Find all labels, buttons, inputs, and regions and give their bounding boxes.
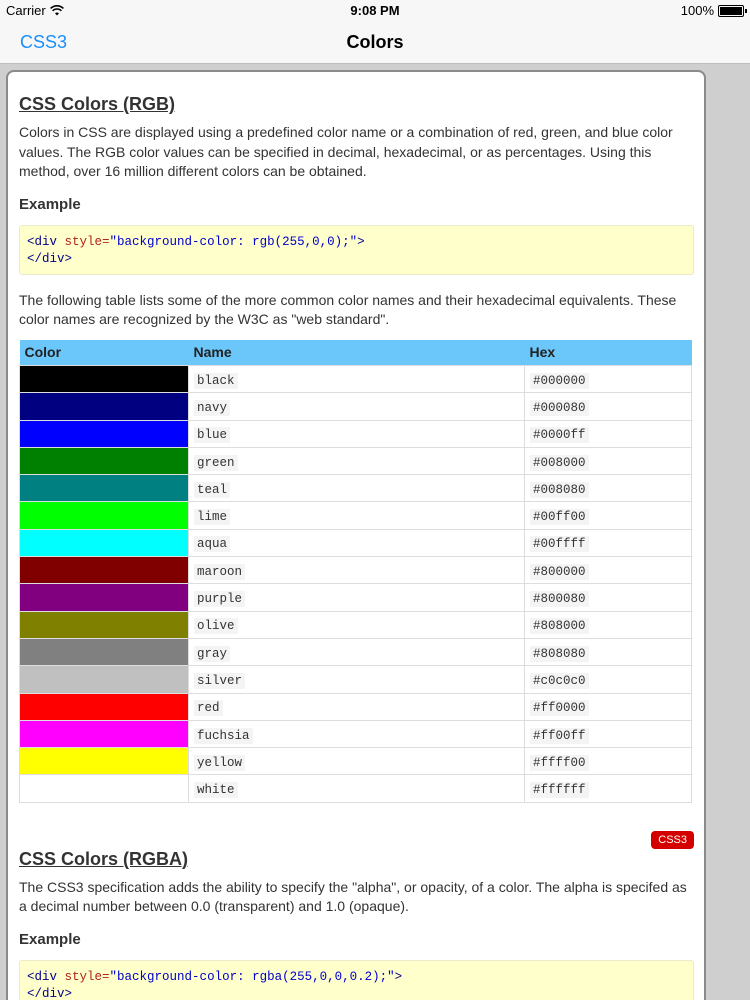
- color-name: gray: [194, 646, 230, 662]
- rgb-heading: CSS Colors (RGB): [19, 94, 176, 114]
- content-scroll: [19, 94, 694, 1000]
- col-name: Name: [189, 340, 525, 366]
- back-button[interactable]: CSS3: [20, 32, 68, 52]
- color-hex-cell: [525, 666, 692, 693]
- color-name: teal: [194, 482, 230, 498]
- color-hex-cell: [525, 557, 692, 584]
- color-swatch: [20, 638, 189, 665]
- color-hex-cell: [525, 393, 692, 420]
- table-row: [20, 720, 692, 747]
- color-hex-cell: [525, 720, 692, 747]
- col-color: Color: [20, 340, 189, 366]
- color-name: aqua: [194, 536, 230, 552]
- rgb-code-example: [19, 225, 694, 275]
- color-hex: #00ff00: [530, 509, 589, 525]
- color-name-cell: [189, 475, 525, 502]
- color-hex: #008080: [530, 482, 589, 498]
- color-name: black: [194, 373, 238, 389]
- status-bar: [0, 0, 750, 22]
- color-hex: #ffff00: [530, 755, 589, 771]
- color-name-cell: [189, 638, 525, 665]
- color-name: yellow: [194, 755, 245, 771]
- color-hex-cell: [525, 529, 692, 556]
- color-hex: #808000: [530, 618, 589, 634]
- color-hex-cell: [525, 420, 692, 447]
- css3-badge: CSS3: [651, 831, 694, 849]
- code-attr: style=: [64, 969, 110, 984]
- battery-group: [681, 3, 744, 18]
- color-hex: #0000ff: [530, 427, 589, 443]
- color-name: purple: [194, 591, 245, 607]
- color-name-cell: [189, 775, 525, 802]
- color-name-cell: [189, 611, 525, 638]
- code-value: "background-color: rgb(255,0,0);": [109, 234, 358, 249]
- table-row: [20, 693, 692, 720]
- rgba-section: [19, 833, 694, 1000]
- color-hex-cell: [525, 502, 692, 529]
- color-name-cell: [189, 529, 525, 556]
- table-row: [20, 366, 692, 393]
- color-name-cell: [189, 420, 525, 447]
- code-tag-close: </div>: [27, 251, 73, 266]
- code-tag-open: <div: [27, 234, 58, 249]
- clock: 9:08 PM: [350, 3, 400, 18]
- color-swatch: [20, 393, 189, 420]
- color-name-cell: [189, 666, 525, 693]
- color-hex-cell: [525, 638, 692, 665]
- battery-percent: 100%: [680, 3, 714, 18]
- code-bracket: >: [357, 234, 365, 249]
- table-row: [20, 393, 692, 420]
- color-name: red: [194, 700, 223, 716]
- carrier-label: Carrier: [6, 3, 46, 18]
- color-name-cell: [189, 557, 525, 584]
- color-name-cell: [189, 502, 525, 529]
- table-row: [20, 611, 692, 638]
- rgba-intro: The CSS3 specification adds the ability to specify the "alpha", or opacity, of a color. The alpha is specifed as a decimal number between 0.0 (transparent) and 1.0 (opaque).: [19, 878, 687, 915]
- color-name: blue: [194, 427, 230, 443]
- color-hex: #800000: [530, 564, 589, 580]
- color-name: navy: [194, 400, 230, 416]
- color-swatch: [20, 447, 189, 474]
- color-hex-cell: [525, 447, 692, 474]
- table-header-row: [20, 340, 692, 366]
- color-swatch: [20, 775, 189, 802]
- rgba-example-heading: Example: [19, 930, 81, 948]
- color-name-cell: [189, 584, 525, 611]
- table-row: [20, 420, 692, 447]
- code-value: "background-color: rgba(255,0,0,0.2);": [109, 969, 395, 984]
- table-row: [20, 502, 692, 529]
- color-name-cell: [189, 693, 525, 720]
- color-name: olive: [194, 618, 238, 634]
- color-swatch: [20, 366, 189, 393]
- color-name-cell: [189, 748, 525, 775]
- color-hex: #ff00ff: [530, 728, 589, 744]
- code-bracket: >: [394, 969, 403, 984]
- color-swatch: [20, 584, 189, 611]
- color-name: white: [194, 782, 238, 798]
- color-swatch: [20, 720, 189, 747]
- color-swatch: [20, 557, 189, 584]
- rgb-example-heading: Example: [19, 195, 81, 213]
- color-hex: #c0c0c0: [530, 673, 589, 689]
- table-intro: The following table lists some of the more common color names and their hexadecimal equivalents. These color names are recognized by the W3C as "web standard".: [19, 291, 677, 327]
- color-hex-cell: [525, 611, 692, 638]
- table-row: [20, 638, 692, 665]
- color-name-cell: [189, 393, 525, 420]
- color-name: fuchsia: [194, 728, 253, 744]
- color-swatch: [20, 748, 189, 775]
- page-title: Colors: [346, 32, 404, 52]
- table-row: [20, 584, 692, 611]
- code-tag-close: </div>: [27, 986, 73, 1000]
- table-row: [20, 529, 692, 556]
- table-row: [20, 557, 692, 584]
- color-name: green: [194, 455, 238, 471]
- color-hex-cell: [525, 775, 692, 802]
- color-hex: #000000: [530, 373, 589, 389]
- color-hex-cell: [525, 366, 692, 393]
- color-hex: #00ffff: [530, 536, 589, 552]
- color-name-cell: [189, 720, 525, 747]
- content-card[interactable]: [6, 70, 706, 1000]
- color-swatch: [20, 502, 189, 529]
- color-table: [19, 340, 692, 803]
- color-hex-cell: [525, 475, 692, 502]
- color-hex: #808080: [530, 646, 589, 662]
- table-row: [20, 447, 692, 474]
- color-name: maroon: [194, 564, 245, 580]
- color-name-cell: [189, 447, 525, 474]
- color-name: silver: [194, 673, 245, 689]
- color-name: lime: [194, 509, 230, 525]
- color-swatch: [20, 475, 189, 502]
- col-hex: Hex: [525, 340, 692, 366]
- rgba-heading: CSS Colors (RGBA): [19, 848, 189, 869]
- rgb-intro: Colors in CSS are displayed using a predefined color name or a combination of red, green, and blue color values. The RGB color values can be specified in decimal, hexadecimal, or as percentages. Using this method, over 16 million different colors can be obtained.: [19, 124, 673, 179]
- battery-icon: [718, 5, 744, 17]
- color-hex: #800080: [530, 591, 589, 607]
- color-hex: #000080: [530, 400, 589, 416]
- table-row: [20, 748, 692, 775]
- color-hex: #ffffff: [530, 782, 589, 798]
- color-hex-cell: [525, 584, 692, 611]
- color-swatch: [20, 666, 189, 693]
- color-hex-cell: [525, 748, 692, 775]
- table-row: [20, 666, 692, 693]
- rgba-code-example: [19, 960, 694, 1000]
- color-hex: #ff0000: [530, 700, 589, 716]
- code-attr: style=: [64, 234, 110, 249]
- color-name-cell: [189, 366, 525, 393]
- color-hex: #008000: [530, 455, 589, 471]
- color-swatch: [20, 529, 189, 556]
- code-tag-open: <div: [27, 969, 58, 984]
- color-swatch: [20, 693, 189, 720]
- color-hex-cell: [525, 693, 692, 720]
- navigation-bar: [0, 22, 750, 64]
- table-row: [20, 775, 692, 802]
- color-swatch: [20, 420, 189, 447]
- table-row: [20, 475, 692, 502]
- color-swatch: [20, 611, 189, 638]
